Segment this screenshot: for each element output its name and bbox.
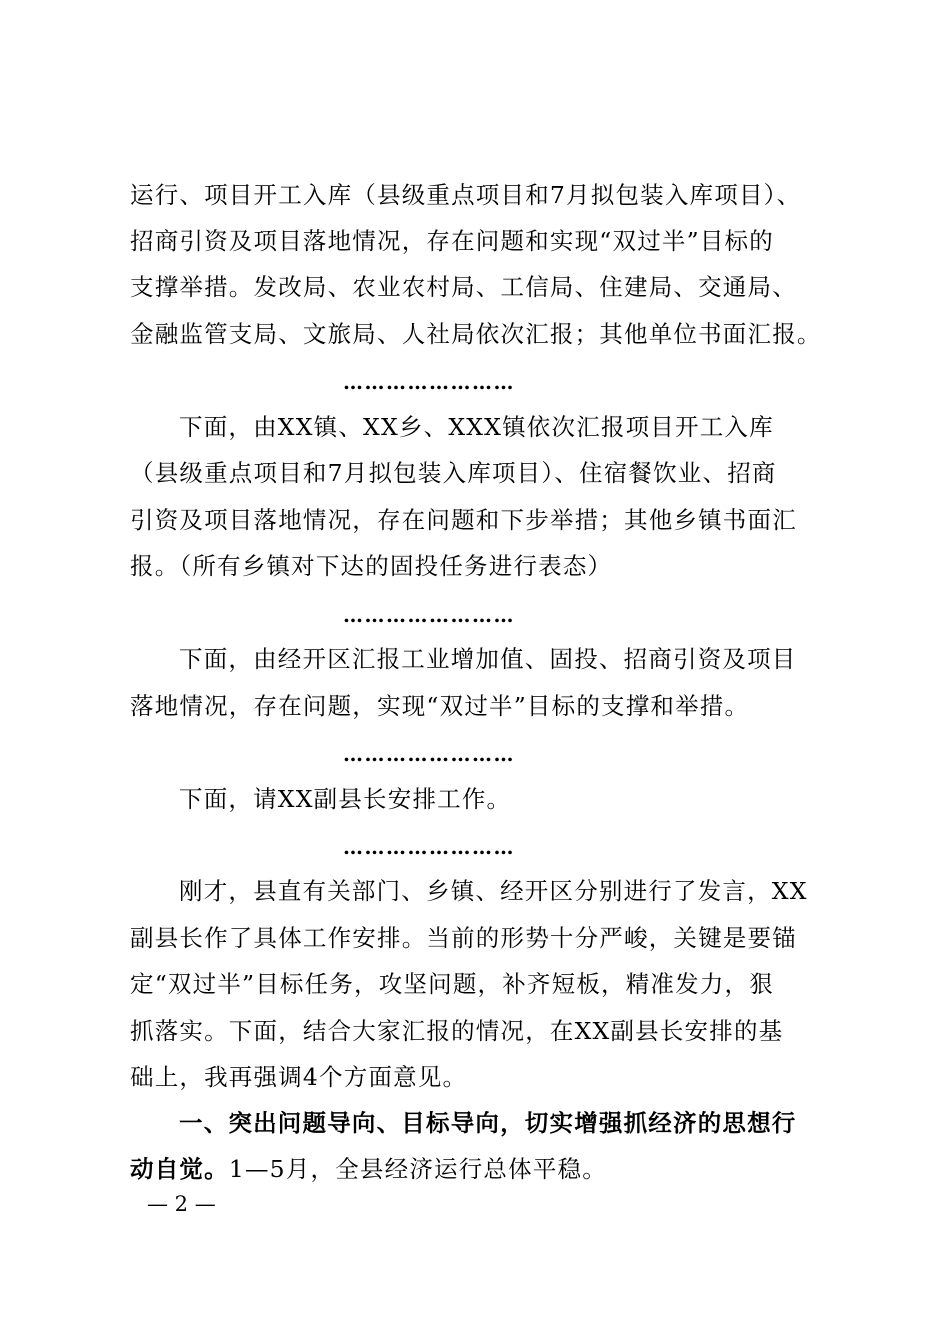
paragraph-line: 支撑举措。发改局、农业农村局、工信局、住建局、交通局、: [130, 273, 797, 301]
paragraph-line: 下面，由XX镇、XX乡、XXX镇依次汇报项目开工入库: [179, 413, 774, 441]
paragraph-line: 定“双过半”目标任务，攻坚问题，补齐短板，精准发力，狠: [130, 970, 774, 998]
paragraph-line: 落地情况，存在问题，实现“双过半”目标的支撑和举措。: [130, 692, 750, 720]
paragraph-line: 础上，我再强调4个方面意见。: [130, 1063, 468, 1091]
separator-dots: ……………………: [343, 835, 515, 859]
paragraph-line: 招商引资及项目落地情况，存在问题和实现“双过半”目标的: [130, 227, 774, 255]
paragraph-line: 刚才，县直有关部门、乡镇、经开区分别进行了发言，XX: [179, 877, 808, 905]
paragraph-line: 下面，由经开区汇报工业增加值、固投、招商引资及项目: [179, 645, 797, 673]
paragraph-text: 1—5月，全县经济运行总体平稳。: [228, 1155, 607, 1183]
paragraph-line: 引资及项目落地情况，存在问题和下步举措；其他乡镇书面汇: [130, 506, 797, 534]
paragraph-line: 副县长作了具体工作安排。当前的形势十分严峻，关键是要锚: [130, 924, 797, 952]
section-heading: 一、突出问题导向、目标导向，切实增强抓经济的思想行: [179, 1109, 797, 1137]
paragraph-line: 报。（所有乡镇对下达的固投任务进行表态）: [130, 552, 613, 580]
separator-dots: ……………………: [343, 742, 515, 766]
paragraph-line: 下面，请XX副县长安排工作。: [179, 785, 512, 813]
separator-dots: ……………………: [343, 370, 515, 394]
paragraph-line: 运行、项目开工入库（县级重点项目和7月拟包装入库项目）、: [130, 181, 802, 209]
separator-dots: ……………………: [343, 603, 515, 627]
section-heading-cont: 动自觉。: [130, 1155, 229, 1183]
paragraph-line: 抓落实。下面，结合大家汇报的情况，在XX副县长安排的基: [130, 1017, 784, 1045]
paragraph-line: （县级重点项目和7月拟包装入库项目）、住宿餐饮业、招商: [130, 459, 777, 487]
paragraph-line: [130, 1146, 830, 1192]
paragraph-line: 金融监管支局、文旅局、人社局依次汇报；其他单位书面汇报。: [130, 320, 822, 348]
page-number: — 2 —: [147, 1192, 216, 1216]
